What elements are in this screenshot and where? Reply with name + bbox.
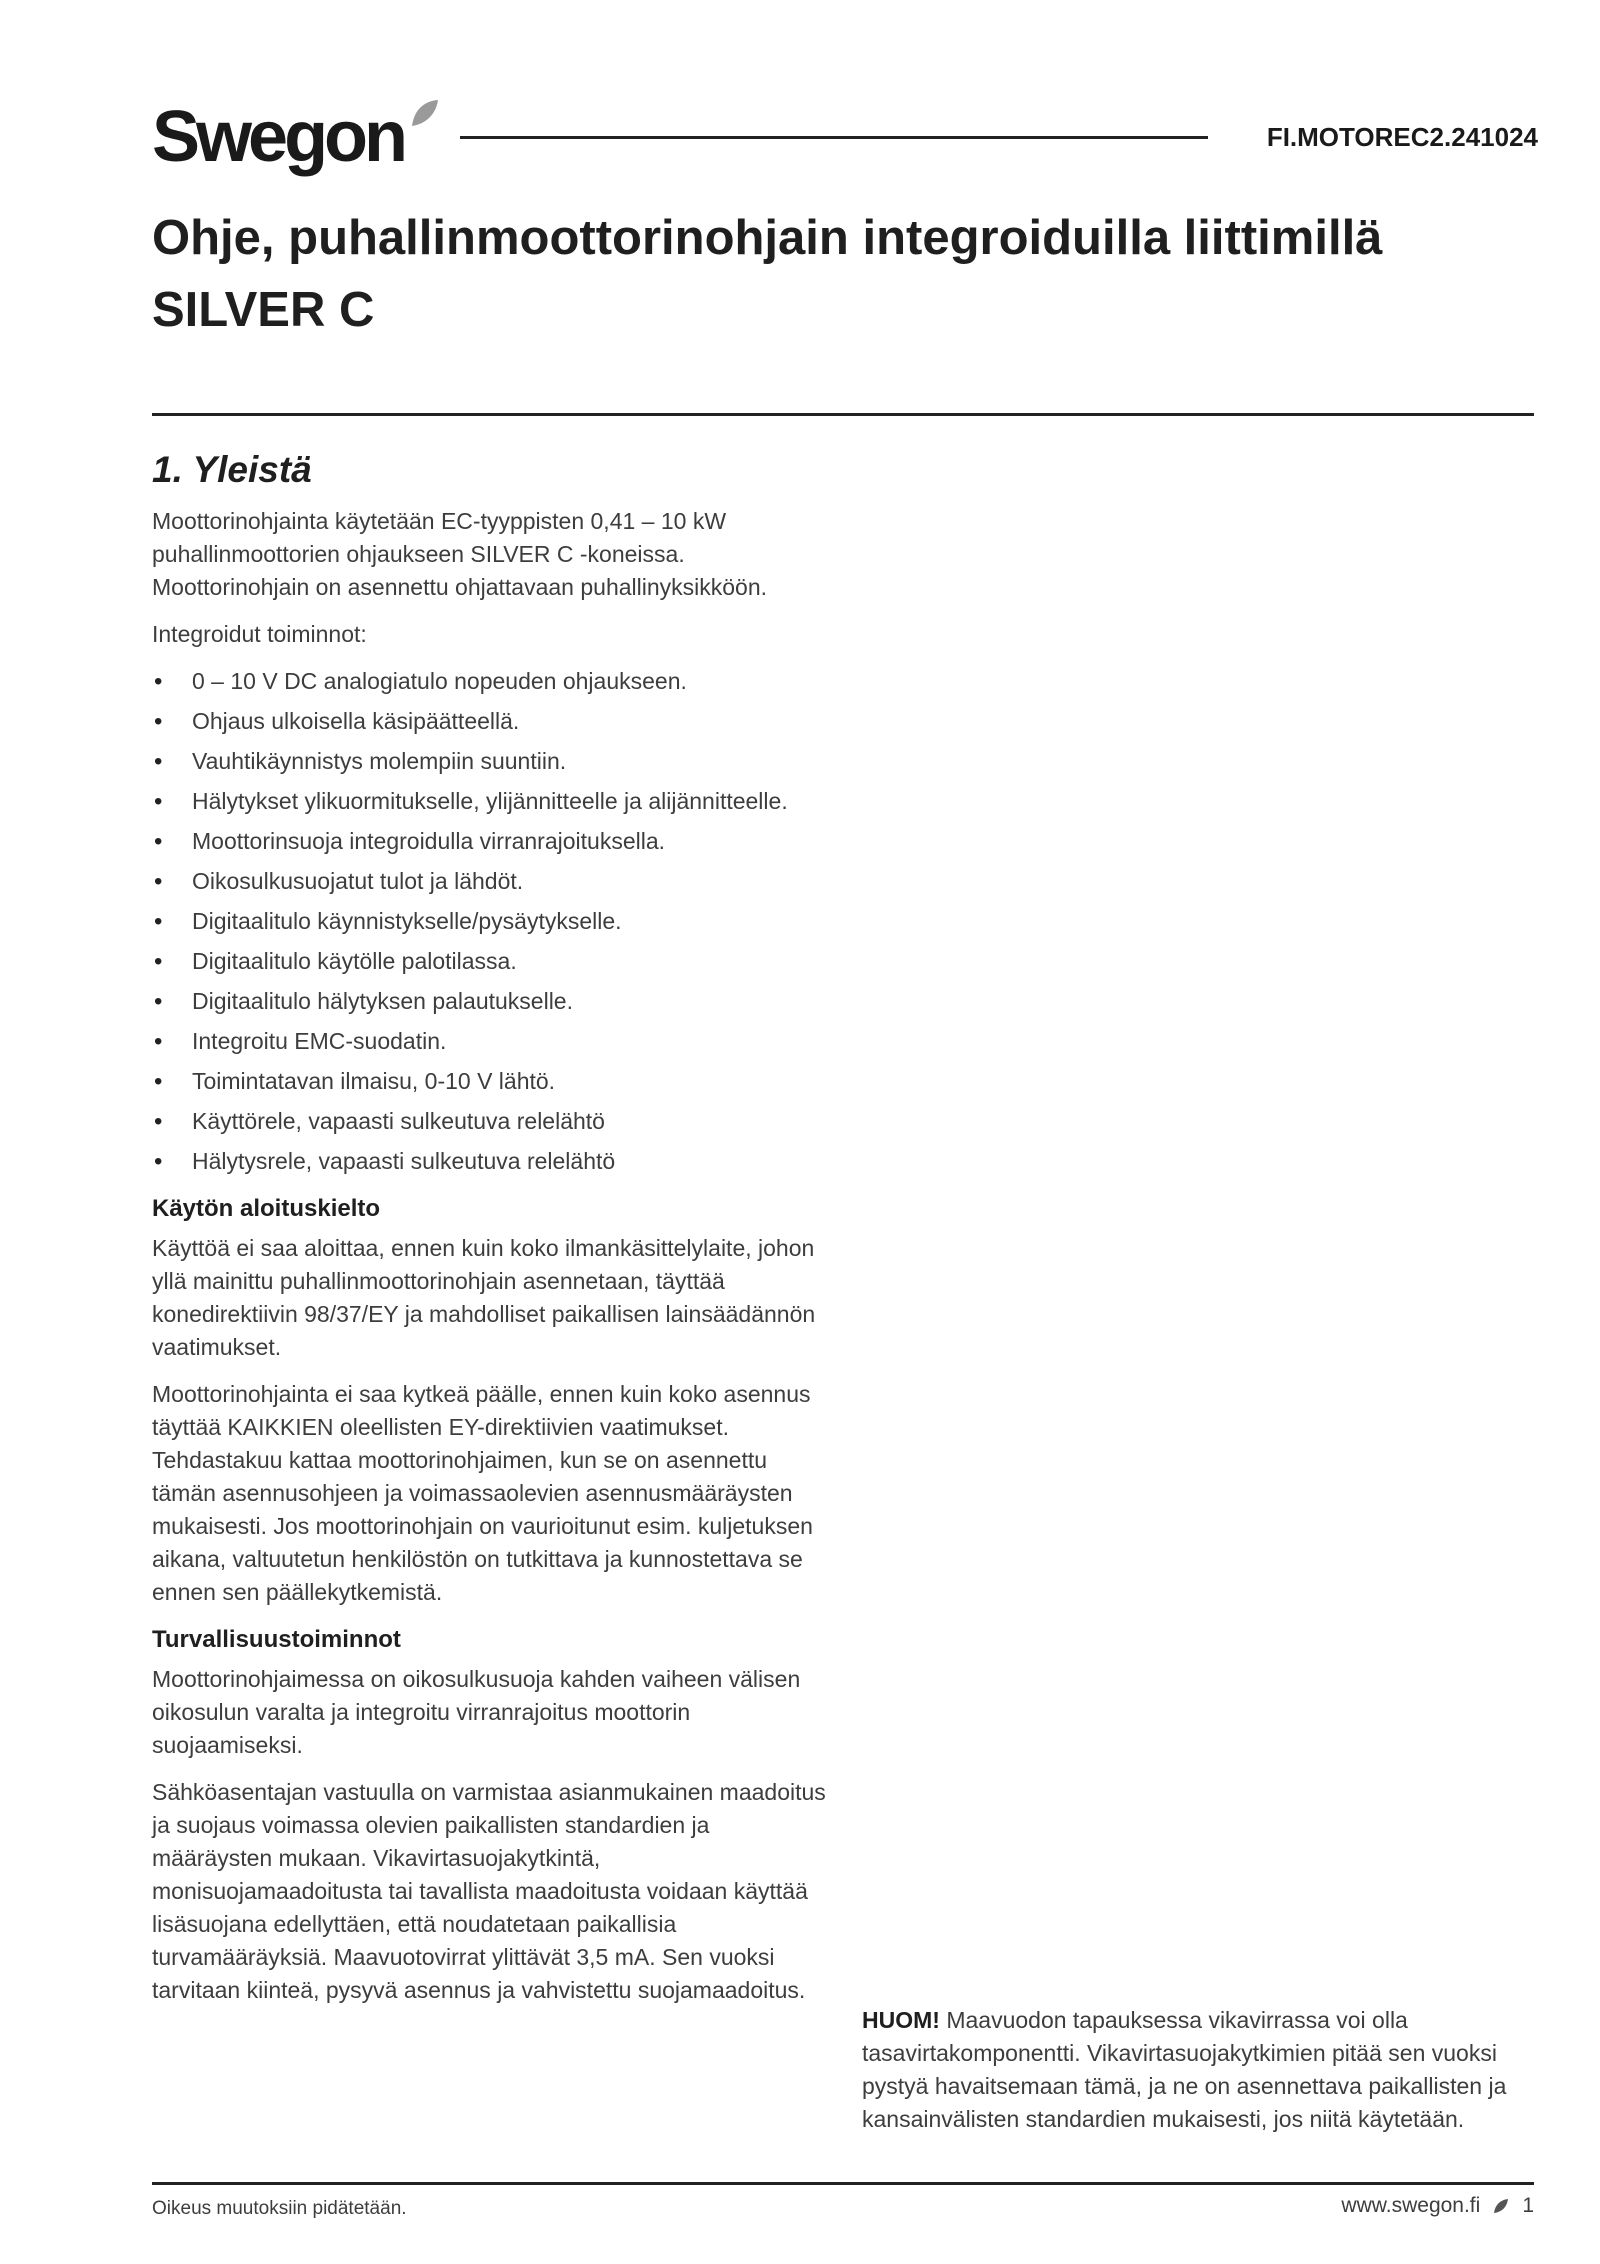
title-line-1: Ohje, puhallinmoottorinohjain integroiduilla liittimillä — [152, 211, 1383, 265]
intro-paragraph: Moottorinohjainta käytetään EC-tyyppisten 0,41 – 10 kW puhallinmoottorien ohjaukseen SILVER C -koneissa. Moottorinohjain on asennettu ohjattavaan puhallinyksikköön. — [152, 508, 768, 600]
safety-paragraph-1: Moottorinohjaimessa on oikosulkusuoja kahden vaiheen välisen oikosulun varalta ja integroitu virranrajoitus moottorin suojaamiseksi. — [152, 1666, 801, 1758]
features-label: Integroidut toiminnot: — [152, 621, 367, 647]
list-item: • Käyttörele, vapaasti sulkeutuva relelähtö — [152, 1105, 832, 1138]
list-item: • Digitaalitulo hälytyksen palautukselle. — [152, 985, 832, 1018]
list-item: • 0 – 10 V DC analogiatulo nopeuden ohjaukseen. — [152, 665, 832, 698]
page-number: 1 — [1522, 2194, 1534, 2217]
title-divider — [152, 413, 1534, 416]
leaf-icon — [408, 98, 440, 128]
start-ban-paragraph-1: Käyttöä ei saa aloittaa, ennen kuin koko ilmankäsittelylaite, johon yllä mainittu puhallinmoottorinohjain asennetaan, täyttää konedirektiivin 98/37/EY ja mahdolliset paikallisen lainsäädännön vaatimukset. — [152, 1235, 816, 1360]
list-item: • Oikosulkusuojatut tulot ja lähdöt. — [152, 865, 832, 898]
list-item: • Moottorinsuoja integroidulla virranrajoituksella. — [152, 825, 832, 858]
start-ban-paragraph-2: Moottorinohjainta ei saa kytkeä päälle, ennen kuin koko asennus täyttää KAIKKIEN oleellisten EY-direktiivien vaatimukset. Tehdastakuu kattaa moottorinohjaimen, kun se on asennettu tämän asennusohjeen ja voimassaolevien asennusmääräysten mukaisesti. Jos moottorinohjain on vaurioitunut esim. kuljetuksen aikana, valtuutetun henkilöstön on tutkittava ja kunnostettava se ennen sen päällekytkemistä. — [152, 1381, 813, 1605]
list-item: • Digitaalitulo käytölle palotilassa. — [152, 945, 832, 978]
features-list — [152, 665, 832, 1178]
section-heading: 1. Yleistä — [152, 449, 312, 490]
note-paragraph — [862, 2004, 1534, 2136]
title-line-2: SILVER C — [152, 283, 375, 337]
note-label: HUOM! — [862, 2007, 940, 2033]
safety-paragraph-2: Sähköasentajan vastuulla on varmistaa asianmukainen maadoitus ja suojaus voimassa olevien paikallisten standardien ja määräysten mukaan. Vikavirtasuojakytkintä, monisuojamaadoitusta tai tavallista maadoitusta voidaan käyttää lisäsuojana edellyttäen, että noudatetaan paikallisia turvamääräyksiä. Maavuotovirrat ylittävät 3,5 mA. Sen vuoksi tarvitaan kiinteä, pysyvä asennus ja vahvistettu suojamaadoitus. — [152, 1779, 826, 2003]
start-ban-heading: Käytön aloituskielto — [152, 1195, 381, 1222]
safety-heading: Turvallisuustoiminnot — [152, 1626, 401, 1653]
list-item: • Toimintatavan ilmaisu, 0-10 V lähtö. — [152, 1065, 832, 1098]
footer-disclaimer: Oikeus muutoksiin pidätetään. — [152, 2198, 407, 2219]
list-item: • Hälytykset ylikuormitukselle, ylijännitteelle ja alijännitteelle. — [152, 785, 832, 818]
note-text: Maavuodon tapauksessa vikavirrassa voi olla tasavirtakomponentti. Vikavirtasuojakytkimien pitää sen vuoksi pystyä havaitsemaan tämä, ja ne on asennettava paikallisten ja kansainvälisten standardien mukaisesti, jos niitä käytetään. — [862, 2007, 1507, 2132]
leaf-icon — [1492, 2197, 1510, 2215]
list-item: • Digitaalitulo käynnistykselle/pysäytykselle. — [152, 905, 832, 938]
list-item: • Integroitu EMC-suodatin. — [152, 1025, 832, 1058]
footer-right — [1341, 2194, 1534, 2218]
footer-url[interactable]: www.swegon.fi — [1341, 2194, 1481, 2217]
swegon-logo — [152, 96, 404, 178]
list-item: • Hälytysrele, vapaasti sulkeutuva relelähtö — [152, 1145, 832, 1178]
note-box — [862, 2004, 1534, 2136]
list-item: • Ohjaus ulkoisella käsipäätteellä. — [152, 705, 832, 738]
page-title — [152, 202, 1492, 346]
list-item: • Vauhtikäynnistys molempiin suuntiin. — [152, 745, 832, 778]
main-column — [152, 445, 832, 2021]
header-divider — [460, 136, 1208, 139]
document-code: FI.MOTOREC2.241024 — [1266, 122, 1538, 152]
logo-wordmark: Swegon — [152, 97, 405, 177]
footer-divider — [152, 2182, 1534, 2185]
